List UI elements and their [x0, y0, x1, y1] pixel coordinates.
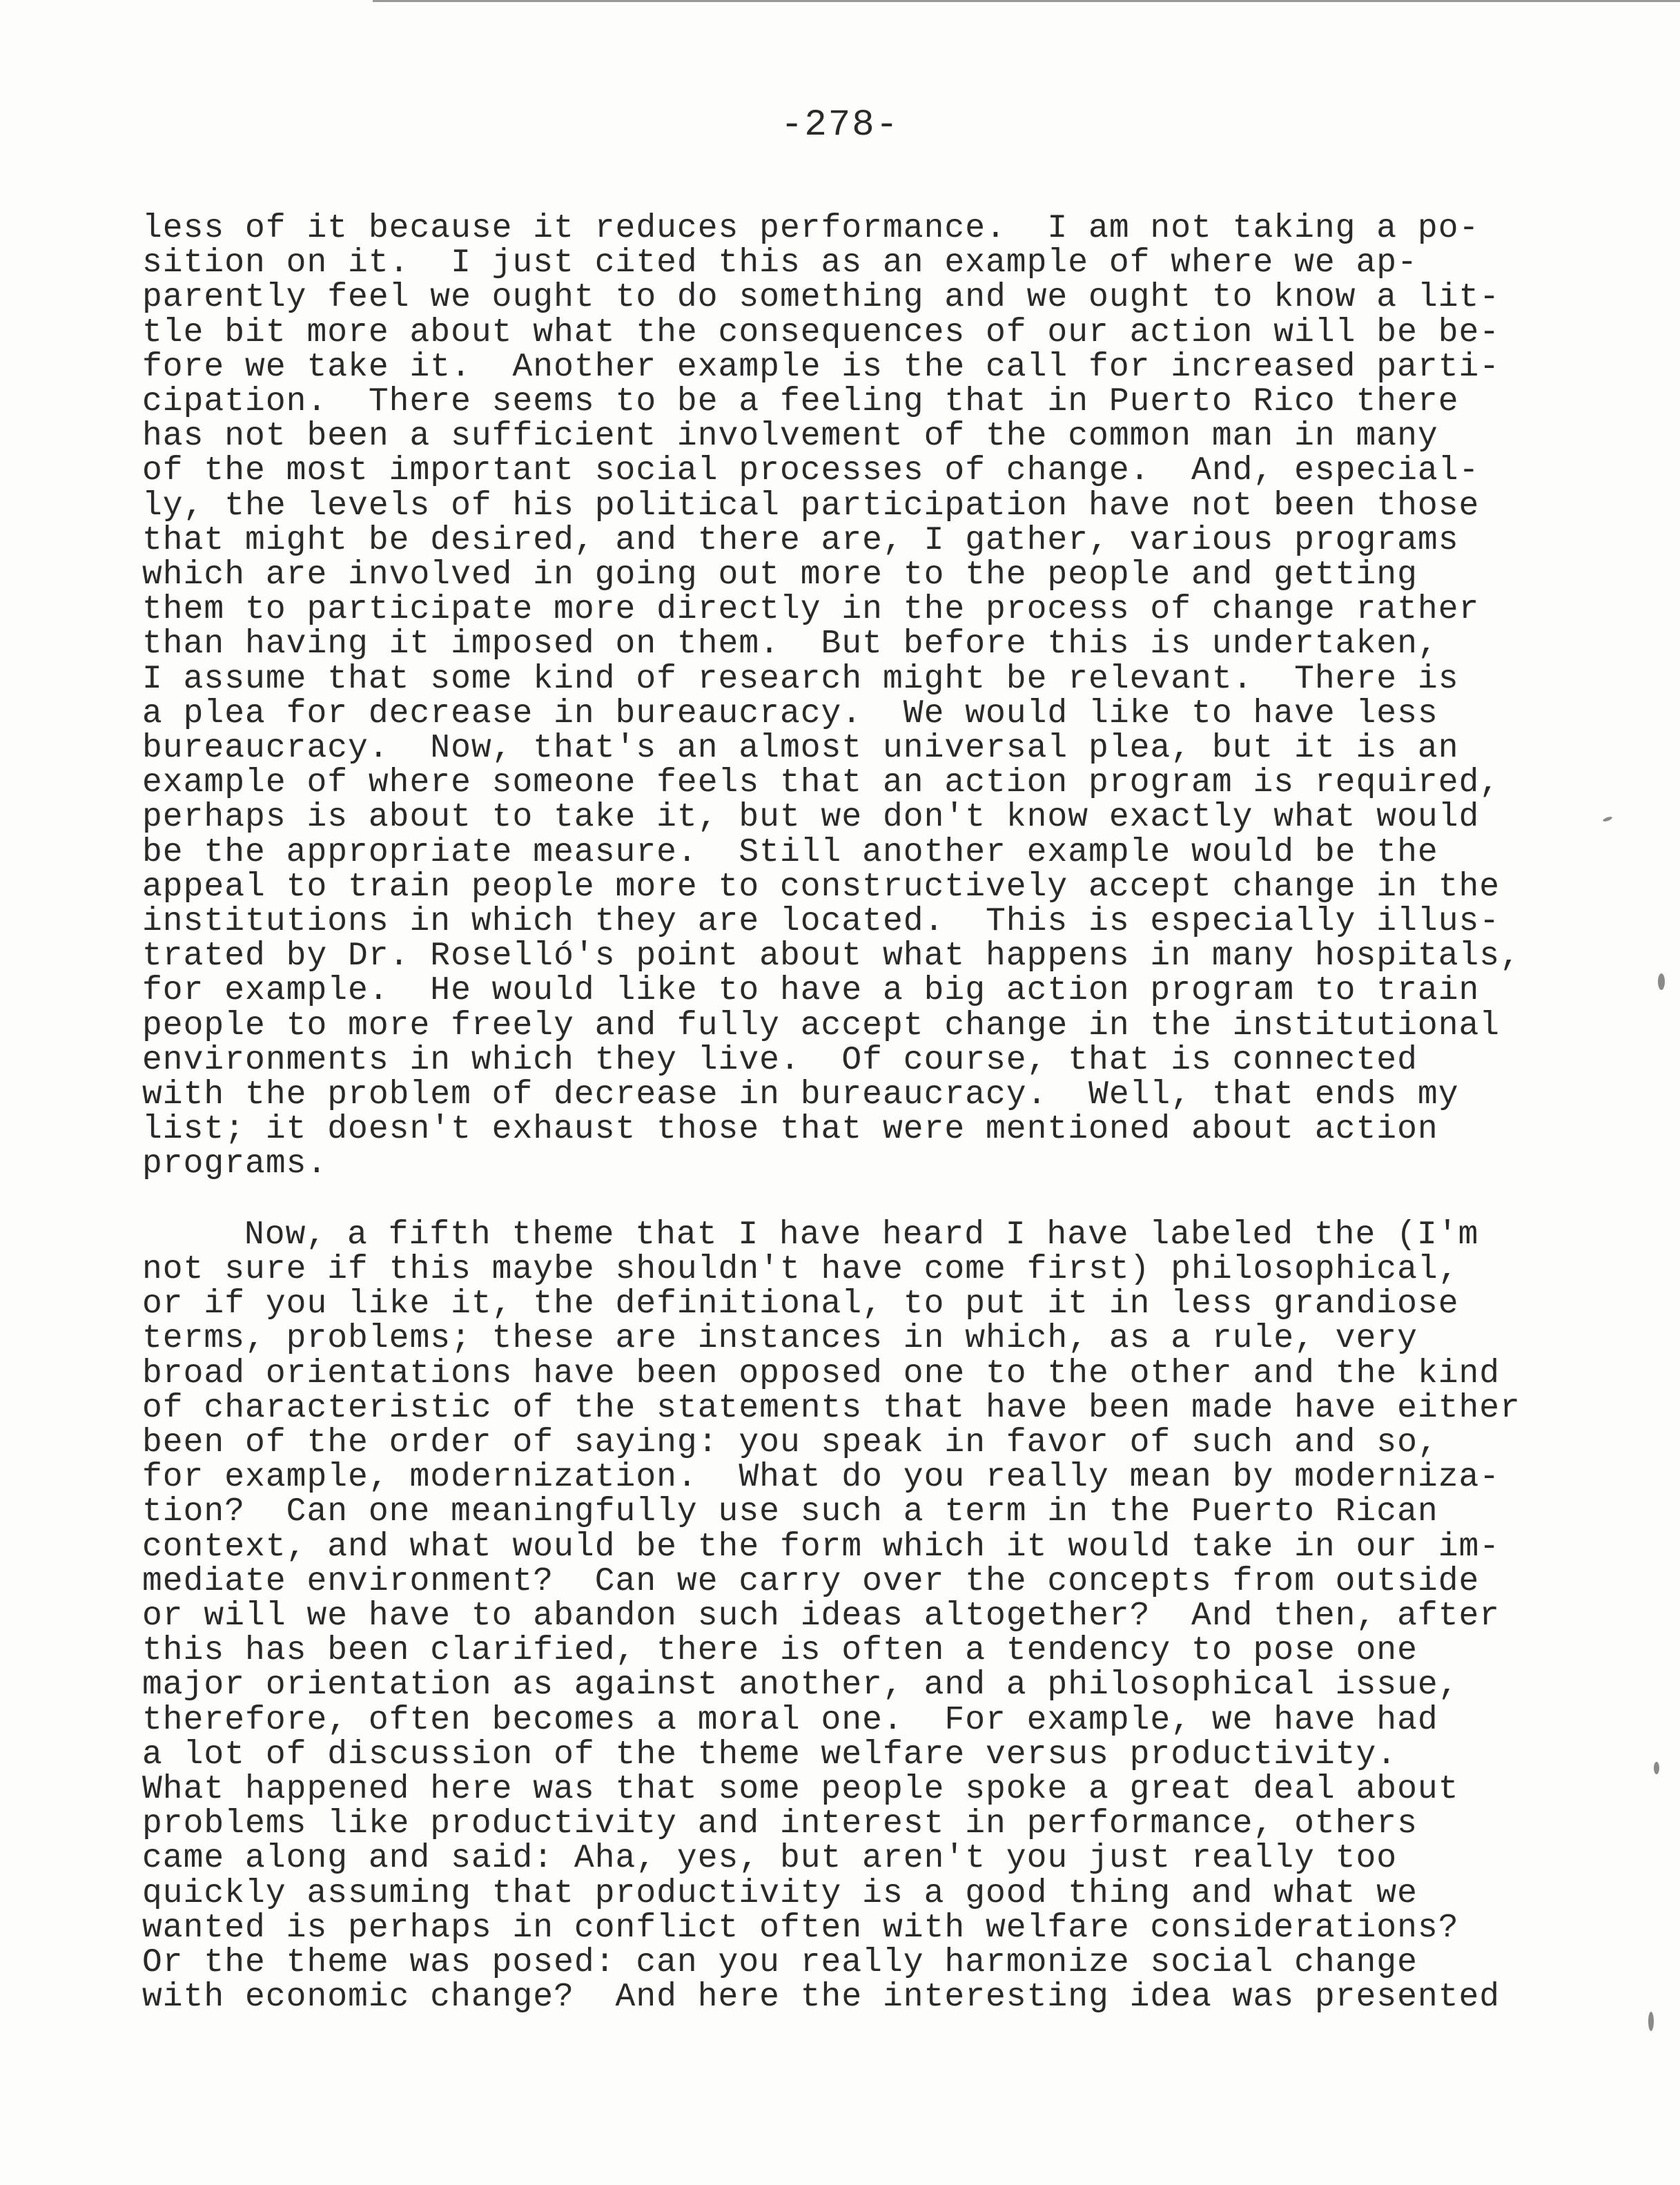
text-line: example of where someone feels that an action program is required,	[142, 764, 1501, 802]
text-line: tion? Can one meaningfully use such a term in the Puerto Rican	[142, 1493, 1438, 1531]
text-line: than having it imposed on them. But before this is undertaken,	[142, 625, 1438, 663]
text-line: for example, modernization. What do you really mean by moderniza-	[142, 1459, 1501, 1497]
text-line: or will we have to abandon such ideas altogether? And then, after	[142, 1597, 1501, 1635]
text-line: perhaps is about to take it, but we don't know exactly what would	[142, 799, 1480, 837]
text-line: list; it doesn't exhaust those that were mentioned about action	[142, 1111, 1438, 1149]
paragraph-gap	[142, 1182, 1536, 1218]
scan-speck	[1648, 2012, 1654, 2031]
scan-speck	[1658, 973, 1665, 990]
text-line: less of it because it reduces performance. I am not taking a po-	[142, 210, 1480, 247]
text-line: Or the theme was posed: can you really harmonize social change	[142, 1943, 1418, 1981]
text-line: mediate environment? Can we carry over the concepts from outside	[142, 1562, 1480, 1600]
text-line: cipation. There seems to be a feeling that in Puerto Rico there	[142, 383, 1459, 421]
text-line: Now, a fifth theme that I have heard I have labeled the (I'm	[244, 1216, 1479, 1254]
text-line: or if you like it, the definitional, to put it in less grandiose	[142, 1285, 1459, 1323]
text-line: this has been clarified, there is often a tendency to pose one	[142, 1632, 1418, 1670]
text-line: which are involved in going out more to the people and getting	[142, 556, 1418, 594]
text-line: broad orientations have been opposed one to the other and the kind	[142, 1354, 1501, 1392]
text-line: I assume that some kind of research might be relevant. There is	[142, 660, 1459, 698]
text-line: bureaucracy. Now, that's an almost universal plea, but it is an	[142, 730, 1459, 768]
paragraph	[142, 1218, 1536, 2015]
text-line: terms, problems; these are instances in which, as a rule, very	[142, 1320, 1418, 1358]
text-line: came along and said: Aha, yes, but aren't you just really too	[142, 1840, 1398, 1878]
text-line: fore we take it. Another example is the call for increased parti-	[142, 348, 1501, 386]
text-line: has not been a sufficient involvement of the common man in many	[142, 418, 1438, 456]
text-line: major orientation as against another, and a philosophical issue,	[142, 1667, 1459, 1705]
text-line: a plea for decrease in bureaucracy. We would like to have less	[142, 695, 1438, 732]
text-line: wanted is perhaps in conflict often with welfare considerations?	[142, 1909, 1459, 1947]
text-line: programs.	[142, 1145, 328, 1183]
text-line: ly, the levels of his political participation have not been those	[142, 487, 1480, 525]
body-text	[142, 210, 1536, 2017]
paragraph	[142, 211, 1536, 1182]
text-line: appeal to train people more to constructively accept change in the	[142, 868, 1501, 906]
scan-speck	[1654, 1762, 1659, 1774]
text-line: therefore, often becomes a moral one. For example, we have had	[142, 1701, 1438, 1739]
text-line: with the problem of decrease in bureaucracy. Well, that ends my	[142, 1076, 1459, 1114]
text-line: not sure if this maybe shouldn't have come first) philosophical,	[142, 1250, 1459, 1288]
text-line: that might be desired, and there are, I gather, various programs	[142, 521, 1459, 559]
text-line: environments in which they live. Of course, that is connected	[142, 1041, 1418, 1079]
text-line: be the appropriate measure. Still another example would be the	[142, 833, 1438, 871]
text-line: of characteristic of the statements that have been made have either	[142, 1389, 1521, 1427]
text-line: for example. He would like to have a big action program to train	[142, 972, 1480, 1010]
text-line: institutions in which they are located. This is especially illus-	[142, 903, 1501, 941]
scan-top-edge	[373, 0, 1680, 2]
text-line: trated by Dr. Roselló's point about what happens in many hospitals,	[142, 938, 1521, 975]
text-line: tle bit more about what the consequences of our action will be be-	[142, 313, 1501, 351]
text-line: of the most important social processes of change. And, especial-	[142, 452, 1480, 490]
text-line: quickly assuming that productivity is a good thing and what we	[142, 1874, 1418, 1912]
text-line: people to more freely and fully accept change in the institutional	[142, 1007, 1501, 1045]
scan-speck	[1603, 816, 1613, 822]
text-line: them to participate more directly in the process of change rather	[142, 591, 1480, 629]
text-line: sition on it. I just cited this as an example of where we ap-	[142, 244, 1418, 282]
text-line: parently feel we ought to do something and we ought to know a lit-	[142, 279, 1501, 317]
text-line: been of the order of saying: you speak in favor of such and so,	[142, 1424, 1438, 1461]
text-line: with economic change? And here the interesting idea was presented	[142, 1979, 1501, 2017]
text-line: problems like productivity and interest in performance, others	[142, 1805, 1418, 1843]
page-number: -278-	[780, 104, 900, 146]
text-line: a lot of discussion of the theme welfare versus productivity.	[142, 1736, 1398, 1774]
text-line: What happened here was that some people spoke a great deal about	[142, 1770, 1459, 1808]
text-line: context, and what would be the form which it would take in our im-	[142, 1528, 1501, 1566]
